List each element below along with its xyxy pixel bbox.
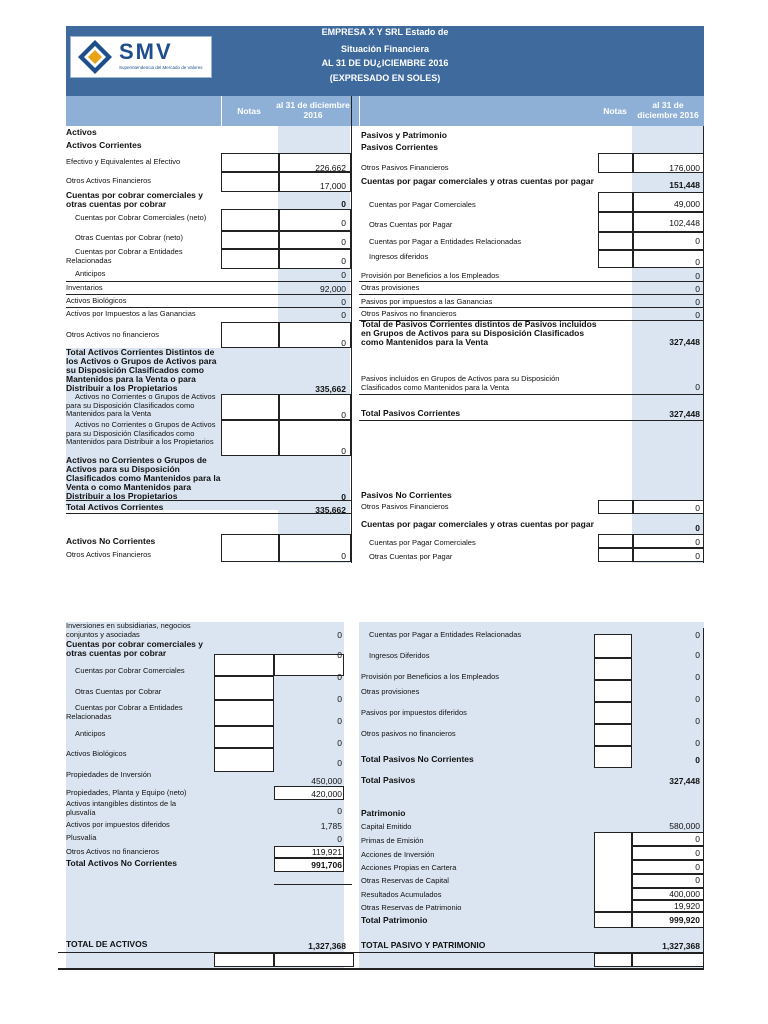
row-label: Provisión por Beneficios a los Empleados	[361, 271, 499, 280]
row-label: Cuentas por Pagar a Entidades Relacionadas	[369, 630, 522, 639]
smv-logo	[70, 36, 212, 78]
row-value: 0	[695, 848, 700, 858]
total-pasivo-patrimonio-value: 1,327,368	[662, 941, 700, 951]
row-value: 0	[337, 738, 342, 748]
pasivos-patrimonio-heading: Pasivos y Patrimonio	[361, 130, 447, 140]
right-notas-cell	[598, 192, 633, 212]
right-notas-cell	[598, 500, 633, 514]
total-activos-corrientes-value: 335,662	[315, 505, 346, 515]
rule	[66, 294, 351, 295]
rule	[274, 884, 352, 885]
row-value: 0	[341, 492, 346, 502]
row-value: 327,448	[669, 337, 700, 347]
row-label: Otras Reservas de Capital	[361, 876, 449, 885]
activos-no-corrientes-heading: Activos No Corrientes	[66, 536, 156, 546]
row-label: Activos por Impuestos a las Ganancias	[66, 309, 196, 318]
row-label: Cuentas por Pagar Comerciales	[369, 200, 476, 209]
row-label: Otras provisiones	[361, 283, 420, 292]
row-value: 0	[337, 650, 342, 660]
total-pasivos-corrientes-label: Total Pasivos Corrientes	[361, 408, 461, 418]
row-value: 0	[341, 218, 346, 228]
activos-corrientes-heading: Activos Corrientes	[66, 140, 142, 150]
row-label: Inversiones en subsidiarias, negocios conjuntos y asociadas	[66, 621, 191, 639]
row-value: 0	[341, 410, 346, 420]
row-label: Pasivos por impuestos diferidos	[361, 708, 467, 717]
row-value: 0	[695, 551, 700, 561]
row-value: 420,000	[311, 789, 342, 799]
left-notas-cell	[214, 726, 274, 748]
row-value: 0	[341, 256, 346, 266]
title-line-4: (EXPRESADO EN SOLES)	[329, 73, 441, 83]
row-label: Activos por impuestos diferidos	[66, 820, 170, 829]
total-activos-no-corrientes-label: Total Activos No Corrientes	[66, 858, 177, 868]
activos-heading: Activos	[66, 127, 97, 137]
right-notas-cell	[594, 702, 632, 724]
total-pasivos-corrientes-value: 327,448	[669, 409, 700, 419]
rule	[359, 294, 704, 295]
total-pasivos-no-corrientes-label: Total Pasivos No Corrientes	[361, 754, 474, 764]
smv-logo-icon	[75, 38, 115, 76]
right-notas-header: Notas	[603, 106, 627, 116]
row-label: Anticipos	[75, 729, 106, 738]
left-notas-cell	[221, 534, 279, 562]
row-value: 0	[341, 237, 346, 247]
row-label: Otros Pasivos Financieros	[361, 163, 449, 172]
row-value: 0	[337, 806, 342, 816]
right-notas-cell	[598, 232, 633, 250]
row-value: 450,000	[311, 776, 342, 786]
row-label: Pasivos por impuestos a las Ganancias	[361, 297, 493, 306]
row-label: Otros Activos no financieros	[66, 330, 159, 339]
row-value: 580,000	[669, 821, 700, 831]
row-value: 176,000	[669, 163, 700, 173]
row-label: Activos no Corrientes o Grupos de Activos para su Disposición Clasificados como Mantenidos para Distribuir a los Propietarios	[66, 420, 216, 446]
right-notas-cell	[594, 658, 632, 680]
total-pasivos-value: 327,448	[669, 776, 700, 786]
row-label: Cuentas por cobrar comerciales y otras cuentas por cobrar	[66, 190, 204, 209]
right-notas-cell	[594, 634, 632, 658]
total-activos-corrientes-label: Total Activos Corrientes	[66, 502, 164, 512]
row-label: Otros Pasivos no financieros	[361, 309, 457, 318]
rule	[359, 420, 704, 421]
right-notas-cell	[594, 724, 632, 746]
row-value: 226,662	[315, 163, 346, 173]
right-notas-cell	[598, 534, 633, 548]
pasivos-corrientes-heading: Pasivos Corrientes	[361, 142, 439, 152]
row-label: Otros pasivos no financieros	[361, 729, 456, 738]
row-label: Activos intangibles distintos de la plusvalía	[66, 799, 177, 817]
left-notas-cell	[221, 394, 279, 420]
row-label: Otras Cuentas por Cobrar	[75, 687, 162, 696]
row-label: Cuentas por Cobrar a Entidades Relacionadas	[66, 703, 183, 721]
row-value: 0	[695, 284, 700, 294]
row-label: Activos Biológicos	[66, 296, 127, 305]
row-label: Ingresos diferidos	[369, 252, 429, 261]
row-label: Otras Cuentas por Cobrar (neto)	[75, 233, 183, 242]
row-value: 0	[695, 716, 700, 726]
left-notas-cell	[214, 953, 274, 967]
row-label: Cuentas por Pagar Comerciales	[369, 538, 476, 547]
row-value: 0	[695, 297, 700, 307]
rule	[221, 96, 222, 126]
row-label: Otros Activos Financieros	[66, 176, 152, 185]
left-notas-cell	[221, 322, 279, 348]
row-label: Otras Cuentas por Pagar	[369, 220, 453, 229]
total-activos-no-corrientes-value: 991,706	[311, 860, 342, 870]
total-pasivos-label: Total Pasivos	[361, 775, 416, 785]
row-label: Cuentas por cobrar comerciales y otras cuentas por cobrar	[66, 639, 204, 658]
row-value: 0	[341, 270, 346, 280]
right-notas-cell	[598, 250, 633, 268]
row-label: Provisión por Beneficios a los Empleados	[361, 672, 499, 681]
row-label: Otras Reservas de Patrimonio	[361, 903, 462, 912]
title-line-3: AL 31 DE DU¿ICIEMBRE 2016	[321, 58, 449, 68]
row-value: 0	[695, 537, 700, 547]
row-value: 0	[695, 236, 700, 246]
row-value: 0	[695, 271, 700, 281]
row-label: Acciones Propias en Cartera	[361, 863, 457, 872]
rule	[66, 281, 351, 282]
right-value-cell	[632, 953, 704, 967]
row-label: Propiedades, Planta y Equipo (neto)	[66, 788, 187, 797]
row-value: 0	[695, 834, 700, 844]
rule	[359, 307, 704, 308]
row-value: 92,000	[320, 284, 346, 294]
left-notas-header: Notas	[237, 106, 261, 116]
total-activos-label: TOTAL DE ACTIVOS	[66, 939, 148, 949]
rule	[359, 394, 704, 395]
row-label: Otras provisiones	[361, 687, 420, 696]
rule	[703, 126, 704, 563]
row-label: Cuentas por Cobrar Comerciales	[75, 666, 185, 675]
right-notas-cell	[598, 153, 633, 173]
left-notas-cell	[221, 209, 279, 231]
left-notas-cell	[214, 654, 274, 676]
row-value: 0	[695, 503, 700, 513]
row-value: 0	[695, 310, 700, 320]
right-notas-cell	[598, 212, 633, 232]
row-label: Anticipos	[75, 269, 106, 278]
row-value: 0	[337, 834, 342, 844]
row-value: 335,662	[315, 384, 346, 394]
patrimonio-heading: Patrimonio	[361, 808, 406, 818]
left-notas-cell	[221, 153, 279, 172]
row-label: Plusvalía	[66, 833, 97, 842]
left-notas-cell	[221, 231, 279, 249]
total-activos-value: 1,327,368	[308, 941, 346, 951]
row-value: 0	[695, 382, 700, 392]
left-notas-cell	[214, 700, 274, 726]
row-value: 0	[695, 257, 700, 267]
row-label: Resultados Acumulados	[361, 890, 442, 899]
row-label: Activos Biológicos	[66, 749, 127, 758]
row-value: 102,448	[669, 218, 700, 228]
right-date-header: al 31 de diciembre 2016	[637, 100, 699, 120]
row-label: Acciones de Inversión	[361, 850, 435, 859]
total-patrimonio-value: 999,920	[669, 915, 700, 925]
row-value: 0	[695, 523, 700, 533]
right-notas-cell	[594, 832, 632, 912]
row-value: 0	[341, 297, 346, 307]
right-notas-cell	[594, 680, 632, 702]
row-label: Efectivo y Equivalentes al Efectivo	[66, 157, 181, 166]
row-value: 0	[695, 630, 700, 640]
row-label: Cuentas por Cobrar Comerciales (neto)	[75, 213, 207, 222]
row-label: Otros Activos no financieros	[66, 847, 159, 856]
row-value: 119,921	[311, 847, 342, 857]
row-label: Cuentas por Pagar a Entidades Relacionadas	[369, 237, 522, 246]
row-value: 0	[337, 716, 342, 726]
title-line-1: EMPRESA X Y SRL Estado de	[321, 27, 449, 37]
rule	[58, 968, 354, 970]
left-date-header: al 31 de diciembre 2016	[276, 100, 350, 120]
row-value: 0	[695, 672, 700, 682]
row-value: 49,000	[674, 199, 700, 209]
total-pasivo-patrimonio-label: TOTAL PASIVO Y PATRIMONIO	[361, 940, 486, 950]
right-notas-cell	[594, 953, 632, 967]
row-label: Activos no Corrientes o Grupos de Activos para su Disposición Clasificados como Mantenidos para la Venta	[66, 392, 216, 418]
row-value: 0	[337, 672, 342, 682]
right-notas-cell	[594, 746, 632, 768]
left-notas-cell	[221, 249, 279, 269]
row-value: 0	[341, 551, 346, 561]
row-label: Total de Pasivos Corrientes distintos de Pasivos incluidos en Grupos de Activos para su Disposición Clasificados como Mantenidos para la Venta	[361, 319, 597, 347]
row-value: 0	[695, 650, 700, 660]
row-value: 0	[337, 758, 342, 768]
logo-subtitle: Superintendencia del Mercado de Valores	[119, 65, 203, 70]
row-label: Inventarios	[66, 283, 103, 292]
rule	[359, 281, 704, 282]
row-label: Cuentas por pagar comerciales y otras cuentas por pagar	[361, 519, 594, 529]
row-label: Otros Activos Financieros	[66, 550, 152, 559]
rule	[359, 96, 360, 126]
row-value: 19,920	[674, 901, 700, 911]
row-label: Ingresos Diferidos	[369, 651, 430, 660]
row-value: 1,785	[320, 821, 342, 831]
left-value-cell	[274, 953, 354, 967]
row-value: 0	[337, 630, 342, 640]
right-notas-cell	[594, 912, 632, 928]
row-value: 400,000	[669, 889, 700, 899]
row-value: 0	[695, 875, 700, 885]
row-value: 0	[341, 446, 346, 456]
row-label: Propiedades de Inversión	[66, 770, 152, 779]
row-value: 0	[695, 862, 700, 872]
rule	[351, 96, 352, 563]
row-label: Otros Pasivos Financieros	[361, 502, 449, 511]
row-value: 0	[695, 738, 700, 748]
row-label: Total Activos Corrientes Distintos de los Activos o Grupos de Activos para su Disposición Clasificados como Mantenidos para la Venta o para Distribuir a los Propietarios	[66, 347, 217, 393]
row-value: 0	[341, 310, 346, 320]
left-notas-cell	[221, 420, 279, 456]
row-label: Capital Emitido	[361, 822, 412, 831]
left-notas-cell	[221, 172, 279, 192]
row-label: Activos no Corrientes o Grupos de Activos para su Disposición Clasificados como Mantenidos para la Venta o como Mantenidos para Distribuir a los Propietarios	[66, 455, 221, 501]
row-value: 151,448	[669, 180, 700, 190]
left-notas-cell	[214, 748, 274, 772]
pasivos-no-corrientes-heading: Pasivos No Corrientes	[361, 490, 452, 500]
right-notas-cell	[598, 548, 633, 562]
row-value: 0	[337, 694, 342, 704]
row-label: Primas de Emisión	[361, 836, 424, 845]
row-label: Otras Cuentas por Pagar	[369, 552, 453, 561]
rule	[354, 968, 704, 970]
row-label: Cuentas por pagar comerciales y otras cuentas por pagar	[361, 176, 594, 186]
row-value: 0	[695, 694, 700, 704]
row-value: 0	[341, 199, 346, 209]
row-label: Pasivos incluidos en Grupos de Activos para su Disposición Clasificados como Mantenidos para la Venta	[361, 374, 560, 392]
rule	[66, 307, 351, 308]
total-patrimonio-label: Total Patrimonio	[361, 915, 428, 925]
row-value: 0	[341, 338, 346, 348]
row-label: Cuentas por Cobrar a Entidades Relacionadas	[66, 247, 183, 265]
title-line-2: Situación Financiera	[340, 44, 430, 54]
row-value: 17,000	[320, 181, 346, 191]
rule	[703, 628, 704, 968]
logo-text: SMV	[119, 39, 173, 64]
left-notas-cell	[214, 676, 274, 700]
total-pasivos-no-corrientes-value: 0	[695, 755, 700, 765]
